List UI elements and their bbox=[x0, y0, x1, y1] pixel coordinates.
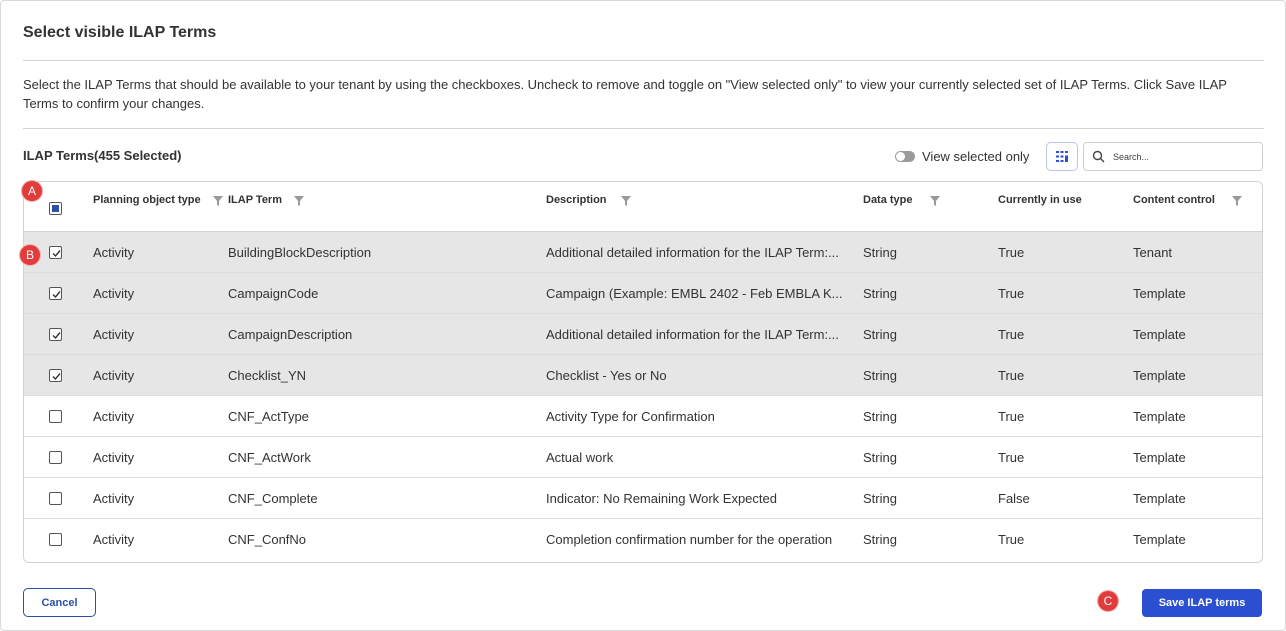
cell-currently-in-use: False bbox=[998, 491, 1030, 506]
cell-data-type: String bbox=[863, 409, 897, 424]
cell-planning-object-type: Activity bbox=[93, 450, 135, 465]
column-settings-button[interactable] bbox=[1046, 142, 1078, 171]
cell-ilap-term: CNF_ActType bbox=[228, 409, 309, 424]
cell-description: Completion confirmation number for the operation bbox=[546, 532, 833, 547]
filter-icon[interactable] bbox=[621, 196, 631, 206]
row-checkbox[interactable] bbox=[49, 246, 62, 259]
view-selected-only-label: View selected only bbox=[922, 149, 1030, 164]
cell-content-control: Template bbox=[1133, 450, 1186, 465]
cell-currently-in-use: True bbox=[998, 450, 1025, 465]
cell-description: Campaign (Example: EMBL 2402 - Feb EMBLA K... bbox=[546, 286, 843, 301]
cell-description: Actual work bbox=[546, 450, 614, 465]
cell-planning-object-type: Activity bbox=[93, 245, 135, 260]
indeterminate-mark bbox=[52, 205, 59, 212]
row-checkbox[interactable] bbox=[49, 328, 62, 341]
annotation-marker-c: C bbox=[1098, 591, 1118, 611]
cell-ilap-term: CampaignDescription bbox=[228, 327, 353, 342]
row-checkbox[interactable] bbox=[49, 287, 62, 300]
table-row[interactable] bbox=[24, 355, 1263, 396]
table-row[interactable] bbox=[24, 478, 1263, 519]
cell-data-type: String bbox=[863, 368, 897, 383]
cell-data-type: String bbox=[863, 286, 897, 301]
filter-icon[interactable] bbox=[213, 196, 223, 206]
cell-description: Additional detailed information for the ILAP Term:... bbox=[546, 327, 839, 342]
cell-ilap-term: CampaignCode bbox=[228, 286, 319, 301]
cell-currently-in-use: True bbox=[998, 409, 1025, 424]
table-row[interactable] bbox=[24, 437, 1263, 478]
cell-content-control: Tenant bbox=[1133, 245, 1173, 260]
select-all-checkbox[interactable] bbox=[49, 202, 62, 215]
cell-planning-object-type: Activity bbox=[93, 368, 135, 383]
filter-icon[interactable] bbox=[294, 196, 304, 206]
cell-description: Indicator: No Remaining Work Expected bbox=[546, 491, 777, 506]
save-ilap-terms-button[interactable]: Save ILAP terms bbox=[1142, 589, 1262, 617]
column-header-content-control[interactable]: Content control bbox=[1133, 194, 1215, 206]
table-row[interactable] bbox=[24, 396, 1263, 437]
cancel-button[interactable]: Cancel bbox=[23, 588, 96, 617]
row-checkbox[interactable] bbox=[49, 451, 62, 464]
filter-icon[interactable] bbox=[930, 196, 940, 206]
row-checkbox[interactable] bbox=[49, 492, 62, 505]
cell-content-control: Template bbox=[1133, 491, 1186, 506]
divider bbox=[23, 128, 1264, 129]
column-header-data-type[interactable]: Data type bbox=[863, 194, 913, 206]
checkmark-icon bbox=[51, 248, 62, 259]
cell-content-control: Template bbox=[1133, 532, 1186, 547]
table-header bbox=[24, 182, 1263, 232]
cell-planning-object-type: Activity bbox=[93, 286, 135, 301]
cell-description: Checklist - Yes or No bbox=[546, 368, 667, 383]
cell-planning-object-type: Activity bbox=[93, 327, 135, 342]
dialog-description: Select the ILAP Terms that should be available to your tenant by using the checkboxes. Uncheck to remove and toggle on "View selected only" to view your currently selected set of ILAP Terms. Click Save ILAP Terms to confirm your changes. bbox=[23, 77, 1227, 111]
column-header-ilap-term[interactable]: ILAP Term bbox=[228, 194, 282, 206]
cell-ilap-term: CNF_ActWork bbox=[228, 450, 311, 465]
cell-planning-object-type: Activity bbox=[93, 532, 135, 547]
table-row[interactable] bbox=[24, 273, 1263, 314]
cell-data-type: String bbox=[863, 327, 897, 342]
cell-planning-object-type: Activity bbox=[93, 491, 135, 506]
cell-currently-in-use: True bbox=[998, 245, 1025, 260]
row-checkbox[interactable] bbox=[49, 410, 62, 423]
cell-data-type: String bbox=[863, 450, 897, 465]
cell-currently-in-use: True bbox=[998, 532, 1025, 547]
table-row[interactable] bbox=[24, 314, 1263, 355]
cell-description: Activity Type for Confirmation bbox=[546, 409, 715, 424]
search-icon bbox=[1092, 150, 1105, 163]
row-checkbox[interactable] bbox=[49, 369, 62, 382]
cell-data-type: String bbox=[863, 491, 897, 506]
divider bbox=[23, 60, 1264, 61]
table-row[interactable] bbox=[24, 519, 1263, 560]
checkmark-icon bbox=[51, 289, 62, 300]
checkmark-icon bbox=[51, 371, 62, 382]
table-row[interactable] bbox=[24, 232, 1263, 273]
row-checkbox[interactable] bbox=[49, 533, 62, 546]
cell-ilap-term: Checklist_YN bbox=[228, 368, 307, 383]
cell-currently-in-use: True bbox=[998, 368, 1025, 383]
cell-content-control: Template bbox=[1133, 327, 1186, 342]
section-title: ILAP Terms(455 Selected) bbox=[23, 148, 182, 163]
cell-description: Additional detailed information for the ILAP Term:... bbox=[546, 245, 839, 260]
cell-content-control: Template bbox=[1133, 286, 1186, 301]
column-header-description[interactable]: Description bbox=[546, 194, 607, 206]
dialog-title: Select visible ILAP Terms bbox=[23, 24, 217, 41]
cell-currently-in-use: True bbox=[998, 327, 1025, 342]
checkmark-icon bbox=[51, 330, 62, 341]
annotation-marker-a: A bbox=[22, 181, 42, 201]
toggle-knob bbox=[896, 152, 905, 161]
cell-currently-in-use: True bbox=[998, 286, 1025, 301]
filter-icon[interactable] bbox=[1232, 196, 1242, 206]
column-header-planning-object-type[interactable]: Planning object type bbox=[93, 194, 201, 206]
cell-content-control: Template bbox=[1133, 368, 1186, 383]
ilap-terms-table bbox=[23, 181, 1263, 563]
cell-planning-object-type: Activity bbox=[93, 409, 135, 424]
annotation-marker-b: B bbox=[20, 245, 40, 265]
columns-list-icon bbox=[1055, 150, 1069, 163]
cell-ilap-term: CNF_ConfNo bbox=[228, 532, 307, 547]
cell-data-type: String bbox=[863, 245, 897, 260]
cell-ilap-term: CNF_Complete bbox=[228, 491, 318, 506]
cell-ilap-term: BuildingBlockDescription bbox=[228, 245, 372, 260]
cell-content-control: Template bbox=[1133, 409, 1186, 424]
cell-data-type: String bbox=[863, 532, 897, 547]
search-input[interactable] bbox=[1113, 148, 1253, 166]
search-box[interactable] bbox=[1083, 142, 1263, 171]
view-selected-only-toggle[interactable] bbox=[895, 151, 915, 162]
column-header-currently-in-use[interactable]: Currently in use bbox=[998, 194, 1082, 206]
